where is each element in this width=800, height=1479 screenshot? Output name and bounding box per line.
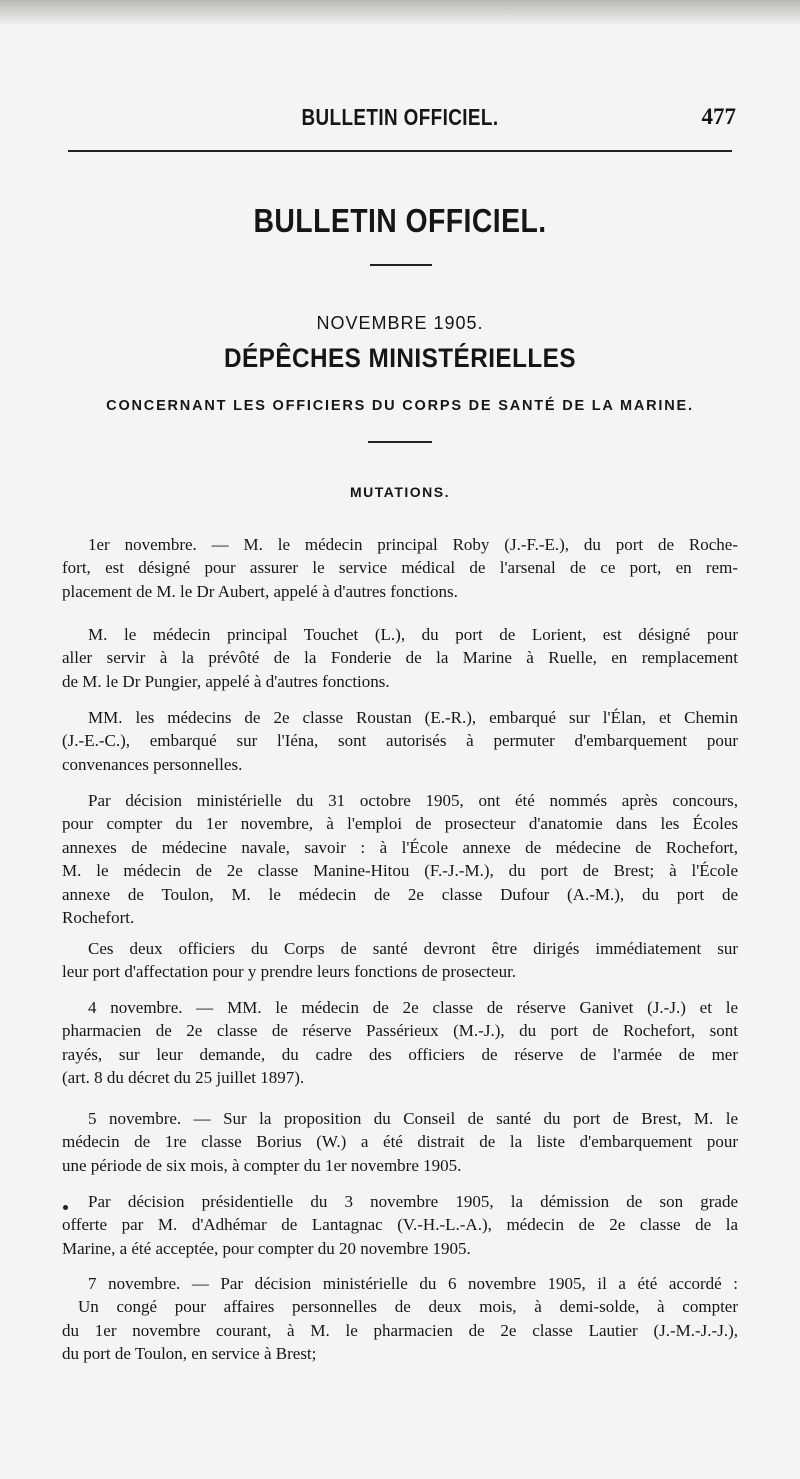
- paragraph: [62, 996, 738, 1090]
- running-head-title: BULLETIN OFFICIEL.: [301, 104, 499, 130]
- text-line: M. le médecin de 2e classe Manine-Hitou (F.-J.-M.), du port de Brest; à l'École: [62, 861, 738, 881]
- text-line: leur port d'affectation pour y prendre leurs fonctions de prosecteur.: [62, 962, 517, 982]
- text-line: rayés, sur leur demande, du cadre des officiers de réserve de l'armée de mer: [62, 1044, 738, 1064]
- text-line: offerte par M. d'Adhémar de Lantagnac (V.-H.-L.-A.), médecin de 2e classe de la: [62, 1215, 738, 1235]
- paragraph: [62, 623, 738, 693]
- paragraph: [62, 1272, 738, 1366]
- paragraph: [62, 706, 738, 776]
- paragraph: [62, 1190, 738, 1260]
- paragraph: [62, 1107, 738, 1177]
- text-line: de M. le Dr Pungier, appelé à d'autres fonctions.: [62, 671, 390, 691]
- text-line: (J.-E.-C.), embarqué sur l'Iéna, sont autorisés à permuter d'embarquement pour: [62, 731, 738, 751]
- paragraph: [62, 533, 738, 603]
- text-line: M. le médecin principal Touchet (L.), du port de Lorient, est désigné pour: [88, 625, 738, 644]
- text-line: Rochefort.: [62, 908, 135, 928]
- paragraph: [62, 789, 738, 929]
- paragraph: [62, 937, 738, 984]
- text-line: Par décision présidentielle du 3 novembre 1905, la démission de son grade: [88, 1192, 738, 1211]
- text-line: aller servir à la prévôté de la Fonderie de la Marine à Ruelle, en remplacement: [62, 648, 738, 668]
- text-line: (art. 8 du décret du 25 juillet 1897).: [62, 1068, 305, 1088]
- page-title: BULLETIN OFFICIEL.: [253, 202, 547, 239]
- month-heading: NOVEMBRE 1905.: [316, 313, 484, 333]
- text-line: Par décision ministérielle du 31 octobre 1905, ont été nommés après concours,: [88, 791, 738, 810]
- text-line: 1er novembre. — M. le médecin principal Roby (J.-F.-E.), du port de Roche-: [88, 535, 738, 554]
- text-line: convenances personnelles.: [62, 754, 243, 774]
- text-line: du port de Toulon, en service à Brest;: [62, 1344, 317, 1364]
- ink-speck: [63, 1205, 68, 1210]
- text-line: Ces deux officiers du Corps de santé devront être dirigés immédiatement sur: [88, 939, 738, 958]
- text-line: 7 novembre. — Par décision ministérielle du 6 novembre 1905, il a été accordé :: [88, 1274, 738, 1293]
- title-divider: [370, 264, 432, 266]
- scan-edge-shadow: [0, 0, 800, 26]
- text-line: placement de M. le Dr Aubert, appelé à d'autres fonctions.: [62, 581, 458, 601]
- text-line: 4 novembre. — MM. le médecin de 2e classe de réserve Ganivet (J.-J.) et le: [88, 998, 738, 1017]
- text-line: une période de six mois, à compter du 1er novembre 1905.: [62, 1155, 462, 1175]
- text-line: médecin de 1re classe Borius (W.) a été distrait de la liste d'embarquement pour: [62, 1132, 738, 1152]
- text-line: pharmacien de 2e classe de réserve Passérieux (M.-J.), du port de Rochefort, sont: [62, 1021, 738, 1041]
- section-divider: [368, 441, 432, 443]
- section-title: DÉPÊCHES MINISTÉRIELLES: [224, 343, 576, 373]
- text-line: Un congé pour affaires personnelles de deux mois, à demi-solde, à compter: [78, 1297, 738, 1317]
- section-subtitle: CONCERNANT LES OFFICIERS DU CORPS DE SANTÉ DE LA MARINE.: [106, 398, 694, 414]
- running-head: [0, 104, 800, 132]
- text-line: annexe de Toulon, M. le médecin de 2e classe Dufour (A.-M.), du port de: [62, 884, 738, 904]
- text-line: Marine, a été acceptée, pour compter du 20 novembre 1905.: [62, 1238, 471, 1258]
- text-line: 5 novembre. — Sur la proposition du Conseil de santé du port de Brest, M. le: [88, 1109, 738, 1128]
- text-line: pour compter du 1er novembre, à l'emploi de prosecteur d'anatomie dans les Écoles: [62, 814, 738, 834]
- header-rule: [68, 150, 732, 152]
- text-line: MM. les médecins de 2e classe Roustan (E.-R.), embarqué sur l'Élan, et Chemin: [88, 708, 738, 727]
- page-number: 477: [701, 104, 736, 129]
- text-line: du 1er novembre courant, à M. le pharmacien de 2e classe Lautier (J.-M.-J.-J.),: [62, 1320, 738, 1340]
- text-line: annexes de médecine navale, savoir : à l'École annexe de médecine de Rochefort,: [62, 837, 738, 857]
- text-line: fort, est désigné pour assurer le service médical de l'arsenal de ce port, en rem-: [62, 558, 738, 578]
- mutations-heading: MUTATIONS.: [349, 484, 451, 500]
